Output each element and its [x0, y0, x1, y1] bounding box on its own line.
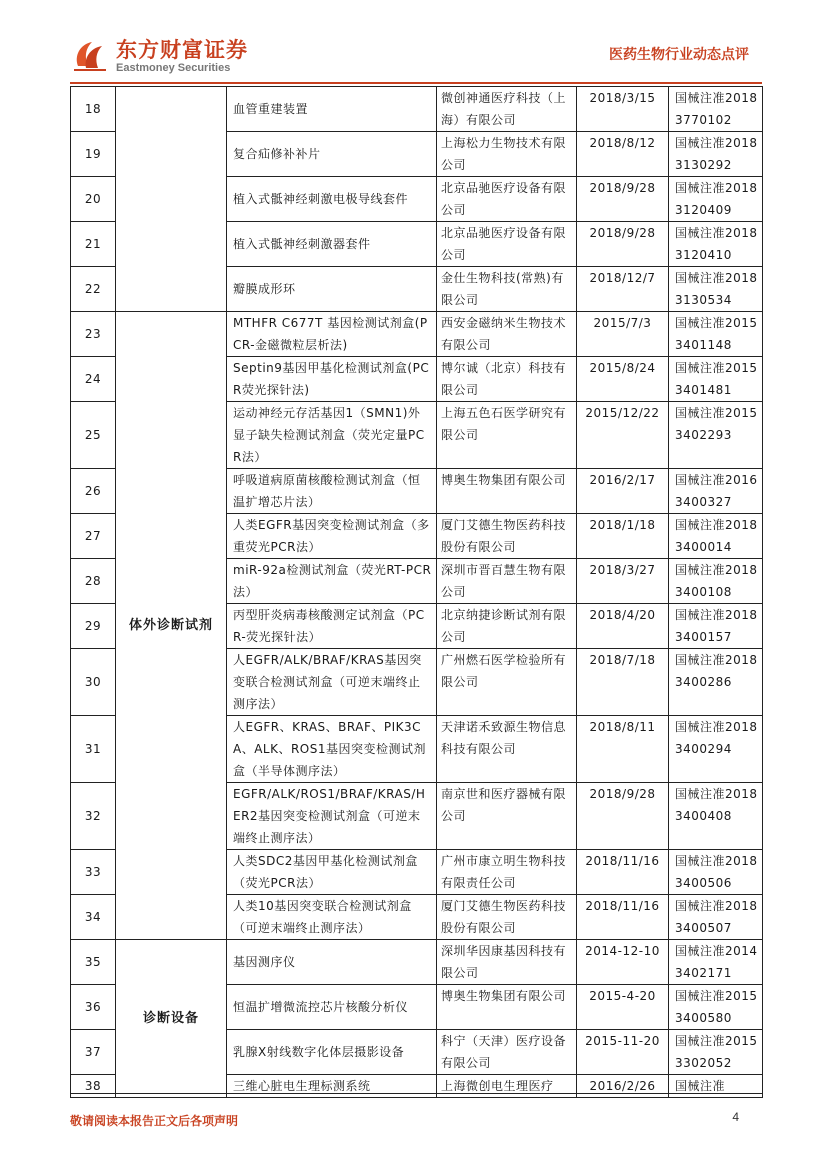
- page-header: [0, 0, 827, 84]
- company-name: 深圳华因康基因科技有限公司: [437, 940, 577, 985]
- brand-name-en: Eastmoney Securities: [116, 62, 231, 74]
- table-row: [71, 940, 763, 985]
- product-name: 人EGFR/ALK/BRAF/KRAS基因突变联合检测试剂盒（可逆末端终止测序法）: [227, 649, 437, 716]
- page-number: 4: [732, 1110, 739, 1124]
- company-name: 微创神通医疗科技（上海）有限公司: [437, 87, 577, 132]
- row-number: 37: [71, 1030, 116, 1075]
- product-name: 乳腺X射线数字化体层摄影设备: [227, 1030, 437, 1075]
- row-number: 24: [71, 357, 116, 402]
- approval-number: 国械注准20163400327: [669, 469, 763, 514]
- company-name: 上海松力生物技术有限公司: [437, 132, 577, 177]
- row-number: 22: [71, 267, 116, 312]
- approval-date: 2018/4/20: [577, 604, 669, 649]
- category-cell-blank: [116, 87, 227, 312]
- product-name: 呼吸道病原菌核酸检测试剂盒（恒温扩增芯片法）: [227, 469, 437, 514]
- company-name: 上海五色石医学研究有限公司: [437, 402, 577, 469]
- product-name: 三维心脏电生理标测系统: [227, 1075, 437, 1098]
- product-name: 人类SDC2基因甲基化检测试剂盒（荧光PCR法）: [227, 850, 437, 895]
- company-name: 深圳市晋百慧生物有限公司: [437, 559, 577, 604]
- approval-date: 2015/12/22: [577, 402, 669, 469]
- approval-number: 国械注准20183400294: [669, 716, 763, 783]
- company-name: 厦门艾德生物医药科技股份有限公司: [437, 895, 577, 940]
- product-name: 植入式骶神经刺激电极导线套件: [227, 177, 437, 222]
- company-name: 北京纳捷诊断试剂有限公司: [437, 604, 577, 649]
- approval-date: 2015/8/24: [577, 357, 669, 402]
- row-number: 23: [71, 312, 116, 357]
- row-number: 19: [71, 132, 116, 177]
- approval-number: 国械注准20143402171: [669, 940, 763, 985]
- product-name: 基因测序仪: [227, 940, 437, 985]
- product-name: 人EGFR、KRAS、BRAF、PIK3CA、ALK、ROS1基因突变检测试剂盒（半导体测序法）: [227, 716, 437, 783]
- company-name: 广州市康立明生物科技有限责任公司: [437, 850, 577, 895]
- row-number: 36: [71, 985, 116, 1030]
- product-name: Septin9基因甲基化检测试剂盒(PCR荧光探针法): [227, 357, 437, 402]
- product-name: 恒温扩增微流控芯片核酸分析仪: [227, 985, 437, 1030]
- approval-date: 2016/2/26: [577, 1075, 669, 1098]
- company-name: 博奥生物集团有限公司: [437, 985, 577, 1030]
- product-name: 血管重建装置: [227, 87, 437, 132]
- approval-date: 2018/7/18: [577, 649, 669, 716]
- row-number: 26: [71, 469, 116, 514]
- header-divider: [70, 82, 762, 84]
- row-number: 35: [71, 940, 116, 985]
- table-row: [71, 312, 763, 357]
- approval-number: 国械注准20183400286: [669, 649, 763, 716]
- company-name: 天津诺禾致源生物信息科技有限公司: [437, 716, 577, 783]
- approval-number: 国械注准20183130292: [669, 132, 763, 177]
- approval-date: 2018/3/15: [577, 87, 669, 132]
- row-number: 38: [71, 1075, 116, 1098]
- company-name: 北京品驰医疗设备有限公司: [437, 177, 577, 222]
- approval-date: 2018/9/28: [577, 783, 669, 850]
- product-name: 植入式骶神经刺激器套件: [227, 222, 437, 267]
- row-number: 18: [71, 87, 116, 132]
- approval-number: 国械注准20153401481: [669, 357, 763, 402]
- approval-number: 国械注准20183400408: [669, 783, 763, 850]
- row-number: 32: [71, 783, 116, 850]
- product-name: 丙型肝炎病毒核酸测定试剂盒（PCR-荧光探针法）: [227, 604, 437, 649]
- approval-table-container: [70, 86, 763, 1098]
- category-ivd-reagents: 体外诊断试剂: [116, 312, 227, 940]
- product-name: MTHFR C677T 基因检测试剂盒(PCR-金磁微粒层析法): [227, 312, 437, 357]
- approval-number: 国械注准20183130534: [669, 267, 763, 312]
- approval-number: 国械注准20183770102: [669, 87, 763, 132]
- approval-date: 2018/1/18: [577, 514, 669, 559]
- table-row: [71, 87, 763, 132]
- company-name: 科宁（天津）医疗设备有限公司: [437, 1030, 577, 1075]
- row-number: 33: [71, 850, 116, 895]
- product-name: 人类10基因突变联合检测试剂盒（可逆末端终止测序法）: [227, 895, 437, 940]
- approval-date: 2018/3/27: [577, 559, 669, 604]
- approval-date: 2018/11/16: [577, 895, 669, 940]
- approval-date: 2018/9/28: [577, 177, 669, 222]
- approval-date: 2018/11/16: [577, 850, 669, 895]
- product-name: 运动神经元存活基因1（SMN1)外显子缺失检测试剂盒（荧光定量PCR法）: [227, 402, 437, 469]
- approval-number: 国械注准20183400506: [669, 850, 763, 895]
- approval-number: 国械注准20183400014: [669, 514, 763, 559]
- product-name: 复合疝修补补片: [227, 132, 437, 177]
- row-number: 30: [71, 649, 116, 716]
- approval-number: 国械注准20153402293: [669, 402, 763, 469]
- product-name: EGFR/ALK/ROS1/BRAF/KRAS/HER2基因突变检测试剂盒（可逆末端终止测序法）: [227, 783, 437, 850]
- approval-date: 2016/2/17: [577, 469, 669, 514]
- row-number: 34: [71, 895, 116, 940]
- approval-number: 国械注准20153401148: [669, 312, 763, 357]
- approval-number: 国械注准: [669, 1075, 763, 1098]
- row-number: 25: [71, 402, 116, 469]
- product-name: 人类EGFR基因突变检测试剂盒（多重荧光PCR法）: [227, 514, 437, 559]
- report-type: 医药生物行业动态点评: [609, 47, 749, 63]
- approval-number: 国械注准20183400507: [669, 895, 763, 940]
- row-number: 31: [71, 716, 116, 783]
- company-name: 北京品驰医疗设备有限公司: [437, 222, 577, 267]
- company-name: 西安金磁纳米生物技术有限公司: [437, 312, 577, 357]
- approval-table: [70, 86, 763, 1098]
- approval-number: 国械注准20153302052: [669, 1030, 763, 1075]
- category-diagnostic-equipment: 诊断设备: [116, 940, 227, 1098]
- company-name: 南京世和医疗器械有限公司: [437, 783, 577, 850]
- approval-date: 2015-4-20: [577, 985, 669, 1030]
- approval-number: 国械注准20183400108: [669, 559, 763, 604]
- product-name: 瓣膜成形环: [227, 267, 437, 312]
- approval-number: 国械注准20183400157: [669, 604, 763, 649]
- company-name: 博奥生物集团有限公司: [437, 469, 577, 514]
- product-name: miR-92a检测试剂盒（荧光RT-PCR法）: [227, 559, 437, 604]
- company-name: 上海微创电生理医疗: [437, 1075, 577, 1098]
- approval-number: 国械注准20153400580: [669, 985, 763, 1030]
- approval-date: 2018/12/7: [577, 267, 669, 312]
- company-name: 博尔诚（北京）科技有限公司: [437, 357, 577, 402]
- company-name: 厦门艾德生物医药科技股份有限公司: [437, 514, 577, 559]
- approval-date: 2018/8/12: [577, 132, 669, 177]
- approval-date: 2018/8/11: [577, 716, 669, 783]
- row-number: 21: [71, 222, 116, 267]
- approval-number: 国械注准20183120410: [669, 222, 763, 267]
- footer-divider: [70, 1093, 762, 1094]
- row-number: 27: [71, 514, 116, 559]
- row-number: 28: [71, 559, 116, 604]
- approval-date: 2014-12-10: [577, 940, 669, 985]
- company-name: 金仕生物科技(常熟)有限公司: [437, 267, 577, 312]
- row-number: 20: [71, 177, 116, 222]
- approval-number: 国械注准20183120409: [669, 177, 763, 222]
- approval-date: 2015/7/3: [577, 312, 669, 357]
- company-name: 广州燃石医学检验所有限公司: [437, 649, 577, 716]
- brand-name-cn: 东方财富证券: [116, 38, 248, 62]
- row-number: 29: [71, 604, 116, 649]
- eastmoney-logo-icon: [70, 36, 110, 74]
- disclaimer-note: 敬请阅读本报告正文后各项声明: [70, 1114, 239, 1128]
- approval-date: 2018/9/28: [577, 222, 669, 267]
- approval-date: 2015-11-20: [577, 1030, 669, 1075]
